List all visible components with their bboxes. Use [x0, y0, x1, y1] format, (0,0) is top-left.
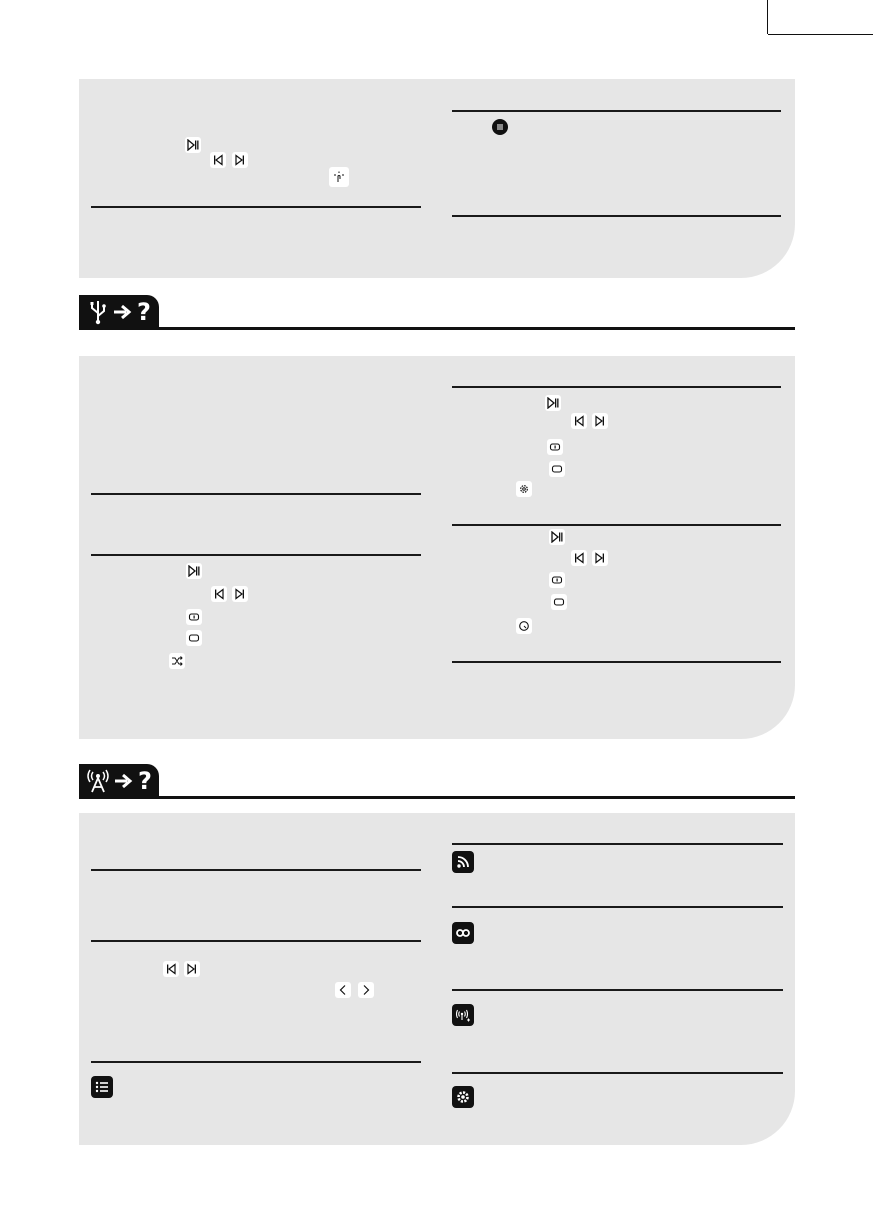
divider: [91, 206, 421, 208]
previous-track-icon: [210, 152, 226, 168]
podcast-feed-icon: [452, 851, 474, 873]
previous-track-icon: [211, 586, 227, 602]
arrow-right-icon: [114, 773, 134, 789]
play-pause-icon: [186, 563, 202, 579]
previous-track-icon: [571, 550, 587, 566]
repeat-all-icon: [549, 461, 565, 477]
panel-top: [79, 79, 795, 278]
touch-gesture-icon: [329, 167, 349, 187]
divider: [452, 906, 783, 908]
divider: [452, 1072, 783, 1074]
arrow-right-icon: [113, 304, 133, 320]
divider: [452, 386, 781, 388]
previous-track-icon: [571, 413, 587, 429]
radio-antenna-icon: [86, 768, 110, 794]
section-tab: [79, 295, 159, 329]
chevron-right-icon: [358, 982, 374, 998]
play-pause-icon: [549, 529, 565, 545]
menu-round-icon: [492, 119, 508, 135]
section-rule: [79, 796, 795, 799]
chevron-left-icon: [335, 982, 351, 998]
repeat-one-icon: [547, 439, 563, 455]
next-track-icon: [592, 550, 608, 566]
crop-mark-vertical: [767, 0, 768, 34]
panel-radio: [79, 813, 795, 1145]
divider: [91, 1061, 421, 1063]
question-mark-icon: ?: [137, 298, 151, 326]
divider: [452, 843, 783, 845]
settings-gear-icon: [452, 1086, 474, 1108]
divider: [452, 989, 783, 991]
divider: [452, 110, 781, 112]
section-tab: [79, 764, 159, 798]
infinity-icon: [452, 922, 474, 944]
play-pause-icon: [185, 137, 201, 153]
crop-mark-horizontal: [768, 34, 873, 35]
previous-track-icon: [163, 961, 179, 977]
play-pause-icon: [545, 395, 561, 411]
usb-icon: [87, 299, 109, 325]
divider: [452, 524, 781, 526]
repeat-all-icon: [186, 630, 202, 646]
divider: [452, 215, 781, 217]
timer-icon: [516, 618, 532, 634]
repeat-one-icon: [186, 609, 202, 625]
next-track-icon: [232, 152, 248, 168]
divider: [91, 493, 421, 495]
divider: [91, 869, 421, 871]
divider: [91, 554, 421, 556]
next-track-icon: [232, 586, 248, 602]
next-track-icon: [184, 961, 200, 977]
section-header-usb: [79, 295, 795, 343]
panel-usb: [79, 356, 795, 739]
repeat-one-icon: [549, 572, 565, 588]
list-menu-icon: [91, 1076, 113, 1098]
settings-gear-icon: [516, 481, 532, 497]
repeat-all-icon: [551, 594, 567, 610]
next-track-icon: [592, 413, 608, 429]
question-mark-icon: ?: [138, 767, 152, 795]
section-rule: [79, 327, 795, 330]
section-header-radio: [79, 764, 795, 812]
broadcast-plus-icon: [452, 1004, 474, 1026]
shuffle-icon: [169, 653, 185, 669]
divider: [91, 940, 421, 942]
divider: [452, 661, 781, 663]
